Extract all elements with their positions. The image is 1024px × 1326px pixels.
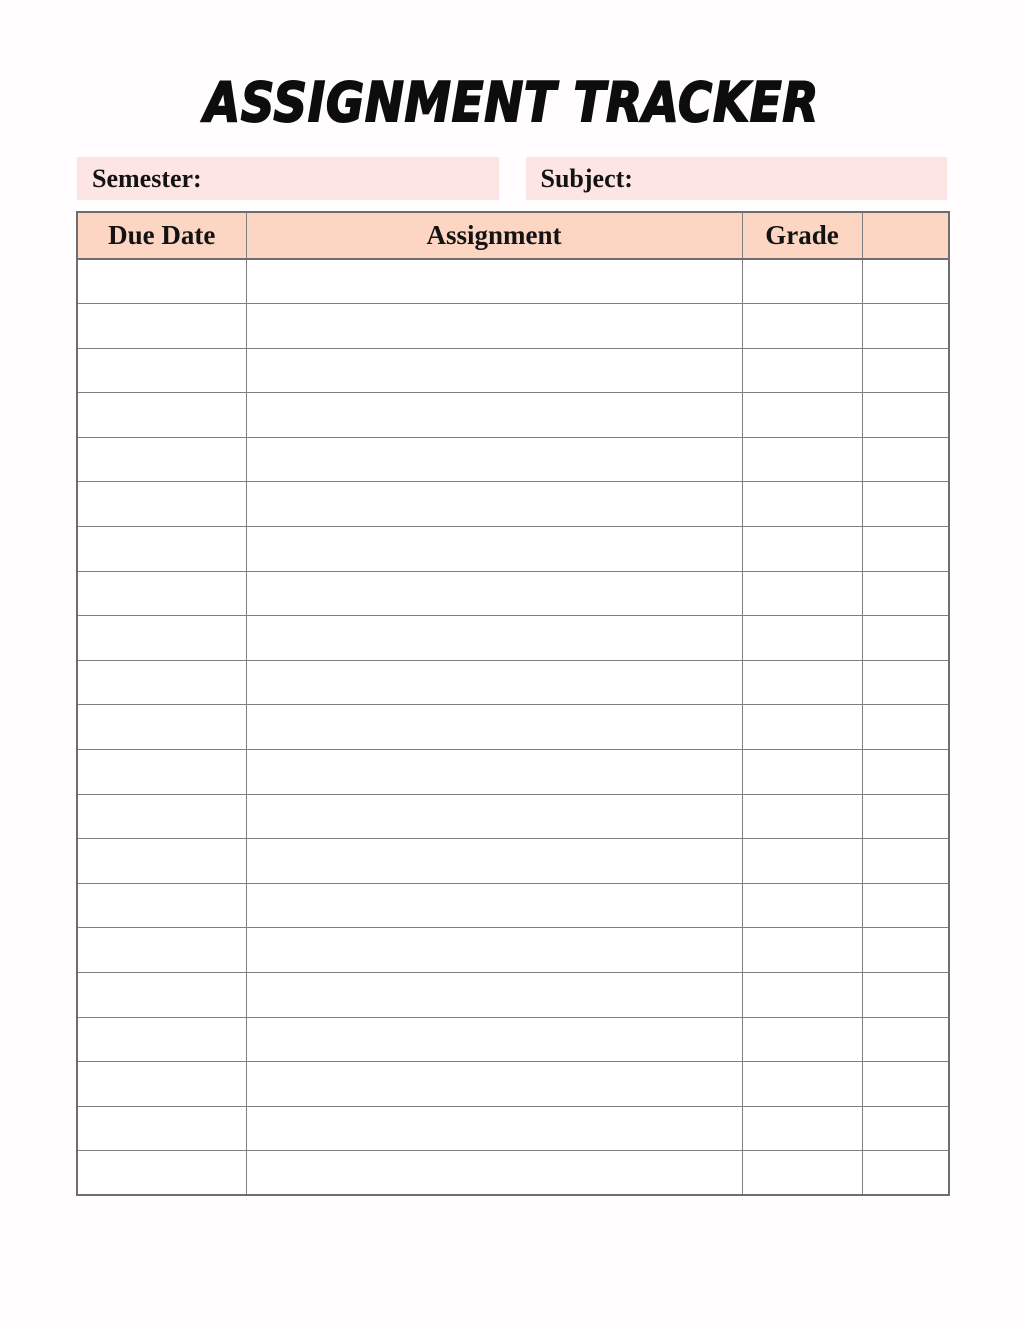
subject-field[interactable] xyxy=(526,157,948,200)
table-cell[interactable] xyxy=(742,973,862,1018)
table-cell[interactable] xyxy=(246,928,742,973)
table-cell[interactable] xyxy=(77,616,246,661)
table-cell[interactable] xyxy=(862,839,949,884)
table-row xyxy=(77,839,949,884)
semester-field[interactable] xyxy=(77,157,499,200)
table-cell[interactable] xyxy=(77,1062,246,1107)
table-row xyxy=(77,393,949,438)
table-cell[interactable] xyxy=(862,1151,949,1196)
table-row xyxy=(77,259,949,304)
table-cell[interactable] xyxy=(862,1017,949,1062)
grade-column-header: Grade xyxy=(742,212,862,259)
table-cell[interactable] xyxy=(862,482,949,527)
table-cell[interactable] xyxy=(77,794,246,839)
table-cell[interactable] xyxy=(246,527,742,572)
table-row xyxy=(77,750,949,795)
table-row xyxy=(77,1106,949,1151)
table-cell[interactable] xyxy=(77,660,246,705)
table-cell[interactable] xyxy=(742,304,862,349)
table-cell[interactable] xyxy=(742,616,862,661)
table-cell[interactable] xyxy=(862,259,949,304)
table-cell[interactable] xyxy=(77,393,246,438)
table-cell[interactable] xyxy=(742,1106,862,1151)
header-fields xyxy=(77,157,947,200)
table-cell[interactable] xyxy=(862,348,949,393)
table-cell[interactable] xyxy=(862,527,949,572)
table-cell[interactable] xyxy=(862,660,949,705)
table-cell[interactable] xyxy=(246,1151,742,1196)
table-cell[interactable] xyxy=(862,705,949,750)
table-cell[interactable] xyxy=(862,928,949,973)
table-cell[interactable] xyxy=(742,839,862,884)
table-cell[interactable] xyxy=(77,571,246,616)
table-cell[interactable] xyxy=(246,750,742,795)
table-cell[interactable] xyxy=(246,1017,742,1062)
table-cell[interactable] xyxy=(742,259,862,304)
table-cell[interactable] xyxy=(77,259,246,304)
table-row xyxy=(77,883,949,928)
table-cell[interactable] xyxy=(862,437,949,482)
table-cell[interactable] xyxy=(742,348,862,393)
table-cell[interactable] xyxy=(246,482,742,527)
done-column-header xyxy=(862,212,949,259)
due-date-column-header: Due Date xyxy=(77,212,246,259)
table-cell[interactable] xyxy=(742,1151,862,1196)
subject-label: Subject: xyxy=(540,163,633,193)
table-cell[interactable] xyxy=(246,1062,742,1107)
semester-value[interactable] xyxy=(202,157,499,200)
table-cell[interactable] xyxy=(246,794,742,839)
table-row xyxy=(77,660,949,705)
table-cell[interactable] xyxy=(77,705,246,750)
table-row xyxy=(77,571,949,616)
assignment-column-header: Assignment xyxy=(246,212,742,259)
table-cell[interactable] xyxy=(862,794,949,839)
table-cell[interactable] xyxy=(77,348,246,393)
table-cell[interactable] xyxy=(77,883,246,928)
subject-value[interactable] xyxy=(633,157,947,200)
table-row xyxy=(77,928,949,973)
table-cell[interactable] xyxy=(862,393,949,438)
table-row xyxy=(77,527,949,572)
table-cell[interactable] xyxy=(246,616,742,661)
table-cell[interactable] xyxy=(246,839,742,884)
assignment-table-header xyxy=(77,212,949,259)
table-cell[interactable] xyxy=(742,1017,862,1062)
table-cell[interactable] xyxy=(246,660,742,705)
table-cell[interactable] xyxy=(246,259,742,304)
table-cell[interactable] xyxy=(246,348,742,393)
table-cell[interactable] xyxy=(246,304,742,349)
table-cell[interactable] xyxy=(246,1106,742,1151)
table-cell[interactable] xyxy=(77,1106,246,1151)
title-container xyxy=(0,72,1024,134)
table-cell[interactable] xyxy=(77,304,246,349)
table-row xyxy=(77,1151,949,1196)
table-row xyxy=(77,1062,949,1107)
table-row xyxy=(77,794,949,839)
assignment-table-body xyxy=(77,259,949,1195)
table-row xyxy=(77,973,949,1018)
table-cell[interactable] xyxy=(246,571,742,616)
table-cell[interactable] xyxy=(742,660,862,705)
table-cell[interactable] xyxy=(742,705,862,750)
table-cell[interactable] xyxy=(742,571,862,616)
table-cell[interactable] xyxy=(246,705,742,750)
table-row xyxy=(77,705,949,750)
table-cell[interactable] xyxy=(862,304,949,349)
table-cell[interactable] xyxy=(862,571,949,616)
table-cell[interactable] xyxy=(246,883,742,928)
table-cell[interactable] xyxy=(742,750,862,795)
table-cell[interactable] xyxy=(77,1151,246,1196)
table-cell[interactable] xyxy=(77,527,246,572)
page-title: ASSIGNMENT TRACKER xyxy=(204,71,820,134)
table-cell[interactable] xyxy=(77,973,246,1018)
table-cell[interactable] xyxy=(742,928,862,973)
table-row xyxy=(77,348,949,393)
table-cell[interactable] xyxy=(77,1017,246,1062)
table-cell[interactable] xyxy=(742,883,862,928)
table-cell[interactable] xyxy=(862,883,949,928)
table-cell[interactable] xyxy=(742,794,862,839)
table-cell[interactable] xyxy=(77,839,246,884)
table-cell[interactable] xyxy=(246,973,742,1018)
table-cell[interactable] xyxy=(77,437,246,482)
table-cell[interactable] xyxy=(77,928,246,973)
table-cell[interactable] xyxy=(742,527,862,572)
table-cell[interactable] xyxy=(862,973,949,1018)
table-cell[interactable] xyxy=(77,750,246,795)
table-cell[interactable] xyxy=(862,1106,949,1151)
table-row xyxy=(77,482,949,527)
table-row xyxy=(77,1017,949,1062)
table-cell[interactable] xyxy=(742,482,862,527)
table-cell[interactable] xyxy=(742,393,862,438)
table-cell[interactable] xyxy=(862,616,949,661)
assignment-table xyxy=(76,211,950,1196)
table-cell[interactable] xyxy=(742,437,862,482)
table-cell[interactable] xyxy=(246,393,742,438)
table-cell[interactable] xyxy=(246,437,742,482)
table-cell[interactable] xyxy=(862,750,949,795)
table-cell[interactable] xyxy=(742,1062,862,1107)
header-row xyxy=(77,212,949,259)
semester-label: Semester: xyxy=(92,163,202,193)
table-cell[interactable] xyxy=(862,1062,949,1107)
table-row xyxy=(77,616,949,661)
table-row xyxy=(77,437,949,482)
table-row xyxy=(77,304,949,349)
table-cell[interactable] xyxy=(77,482,246,527)
